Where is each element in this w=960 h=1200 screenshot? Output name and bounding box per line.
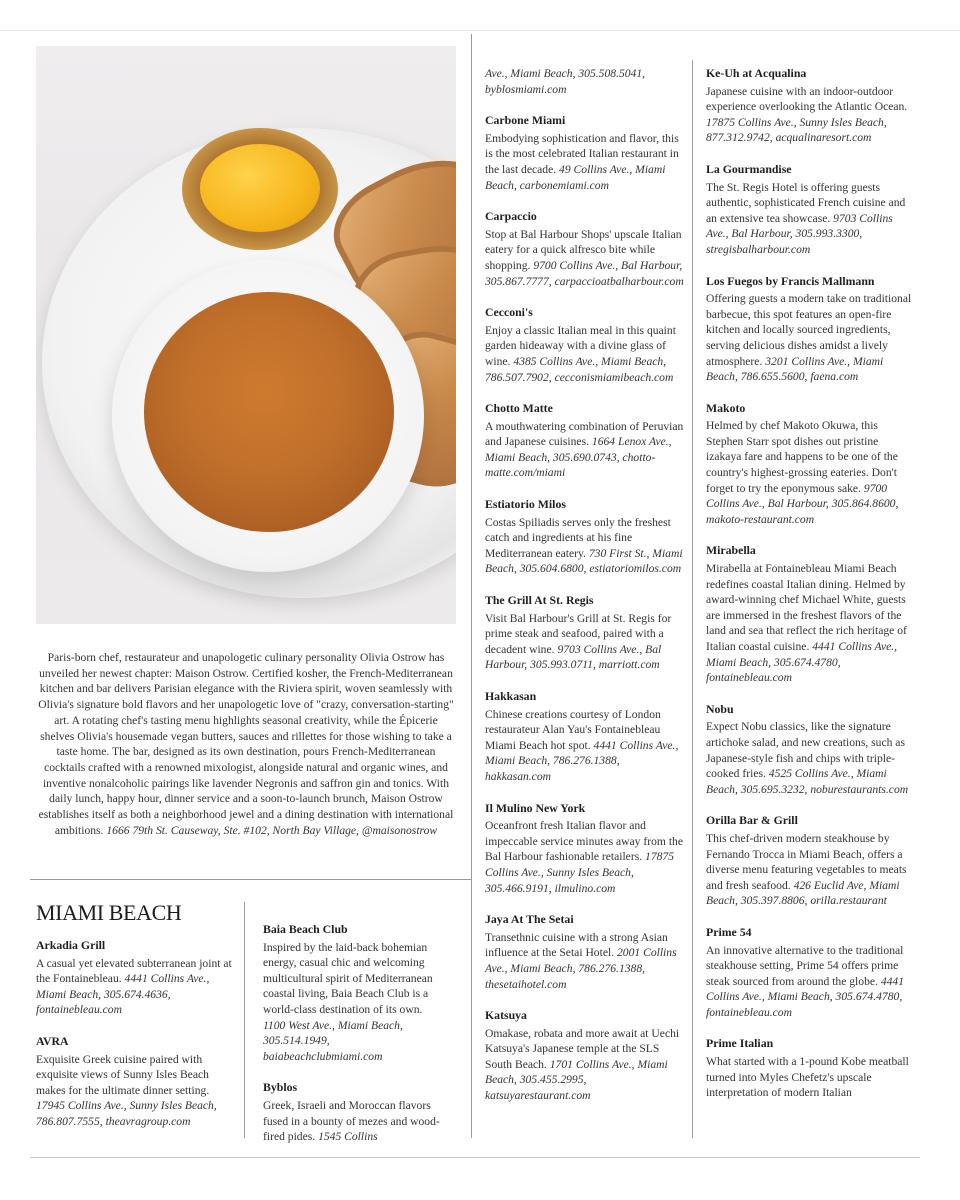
column-divider: [692, 60, 693, 1138]
feature-text: Paris-born chef, restaurateur and unapologetic culinary personality Olivia Ostrow has unveiled her newest chapter: Maison Ostrow. Certified kosher, the French-Mediterranean kitchen and bar delivers Parisian elegance with the Riviera spirit, woven seamlessly with Olivia's signature bold flavors and her unapologetic love of "crazy, conversation-starting" art. A rotating chef's tasting menu highlights seasonal creativity, while the Épicerie shelves Olivia's housemade vegan butters, sauces and rillettes for those wishing to take a taste home. The bar, designed as its own destination, pours French-Mediterranean cocktails crafted with a renowned mixologist, alongside natural and organic wines, and inventive nonalcoholic pairings like lavender Negronis and saffron gin and tonics. With daily lunch, happy hour, dinner service and a soon-to-launch brunch, Maison Ostrow establishes itself as both a neighborhood jewel and a dining destination with international ambitions.: [38, 651, 454, 837]
restaurant-name: Katsuya: [485, 1008, 527, 1023]
restaurant-description: An innovative alternative to the traditional steakhouse setting, Prime 54 offers prime steak sourced from around the globe.: [706, 943, 904, 988]
listing-entry: [706, 66, 912, 146]
restaurant-description: Greek, Israeli and Moroccan flavors fused in a bounty of mezes and wood-fired pides.: [263, 1098, 440, 1144]
restaurant-description: This chef-driven modern steakhouse by Fernando Trocca in Miami Beach, offers a diverse menu featuring vegetables to meats and fresh seafood.: [706, 831, 907, 892]
aioli-sauce: [200, 144, 320, 232]
restaurant-address: 17875 Collins Ave., Sunny Isles Beach, 877.312.9742, acqualinaresort.com: [706, 115, 887, 145]
restaurant-description: Japanese cuisine with an indoor-outdoor experience overlooking the Atlantic Ocean.: [706, 84, 908, 114]
listing-entry: [706, 401, 912, 528]
restaurant-address: 4441 Collins Ave., Miami Beach, 305.674.4780, fontainebleau.com: [706, 640, 898, 685]
restaurant-address: 49 Collins Ave., Miami Beach, carbonemiami.com: [485, 162, 666, 192]
restaurant-description: Stop at Bal Harbour Shops' upscale Italian eatery for a quick alfresco bite while shopping.: [485, 227, 682, 272]
listing-entry: [485, 305, 687, 385]
restaurant-description: Visit Bal Harbour's Grill at St. Regis for prime steak and seafood, paired with a decadent wine.: [485, 611, 672, 656]
restaurant-name: Byblos: [263, 1080, 298, 1095]
page-top-edge: [0, 30, 960, 31]
restaurant-name: AVRA: [36, 1033, 69, 1048]
restaurant-name: Chotto Matte: [485, 401, 553, 416]
restaurant-name: Makoto: [706, 400, 746, 415]
restaurant-description: Chinese creations courtesy of London restaurateur Alan Yau's Fontainebleau Miami Beach hot spot.: [485, 707, 661, 752]
restaurant-name: The Grill At St. Regis: [485, 593, 594, 608]
restaurant-description: Oceanfront fresh Italian flavor and impeccable service minutes away from the Bal Harbour fashionable retailers.: [485, 819, 683, 864]
restaurant-description: Omakase, robata and more await at Uechi Katsuya's Japanese temple at the SLS South Beach.: [485, 1026, 680, 1071]
restaurant-address: 4385 Collins Ave., Miami Beach, 786.507.7902, cecconismiamibeach.com: [485, 354, 674, 384]
restaurant-description: Mirabella at Fontainebleau Miami Beach redefines coastal Italian dining. Helmed by award-winning chef Michael White, guests are immersed in the freshest flavors of the land and sea that reflect the rich heritage of Italian coastal cuisine.: [706, 562, 907, 653]
restaurant-address: 4525 Collins Ave., Miami Beach, 305.695.3232, noburestaurants.com: [706, 767, 909, 796]
restaurant-address: 426 Euclid Ave, Miami Beach, 305.397.8806, orilla.restaurant: [706, 878, 900, 908]
restaurant-address: 1545 Collins: [318, 1130, 378, 1144]
restaurant-name: Ke-Uh at Acqualina: [706, 66, 807, 80]
restaurant-name: Orilla Bar & Grill: [706, 813, 798, 828]
listing-entry: [706, 1036, 912, 1100]
restaurant-description: Costas Spiliadis serves only the freshest catch and ingredients at his fine Mediterranean eatery.: [485, 515, 671, 560]
listing-entry: [263, 922, 443, 1064]
page-bottom-rule: [30, 1157, 920, 1158]
listing-entry: [485, 497, 687, 577]
restaurant-address: 3201 Collins Ave., Miami Beach, 786.655.5600, faena.com: [706, 354, 884, 384]
restaurant-description: Exquisite Greek cuisine paired with exquisite views of Sunny Isles Beach makes for the ultimate dinner setting.: [36, 1052, 210, 1097]
restaurant-description: Inspired by the laid-back bohemian energy, casual chic and welcoming multicultural spirit of Mediterranean coastal living, Baia Beach Club is a world-class destination of its own.: [263, 940, 433, 1016]
feature-paragraph: [36, 650, 456, 838]
listing-entry: [485, 689, 687, 785]
listing-entry: [706, 543, 912, 685]
restaurant-address: 2001 Collins Ave., Miami Beach, 786.276.1388, thesetaihotel.com: [485, 946, 677, 991]
section-divider: [30, 879, 472, 880]
listing-entry: [485, 401, 687, 481]
bisque-soup: [144, 292, 394, 532]
listing-entry: [706, 813, 912, 909]
listing-entry: [706, 925, 912, 1021]
restaurant-address: 9700 Collins Ave., Bal Harbour, 305.867.7777, carpaccioatbalharbour.com: [485, 258, 684, 288]
listing-entry: [263, 1080, 443, 1144]
listing-entry: [485, 593, 687, 673]
restaurant-name: Nobu: [706, 701, 734, 716]
restaurant-address: 4441 Collins Ave., Miami Beach, 305.674.4780, fontainebleau.com: [706, 974, 905, 1019]
restaurant-name: Mirabella: [706, 543, 756, 558]
restaurant-name: Arkadia Grill: [36, 938, 106, 952]
restaurant-address: 17945 Collins Ave., Sunny Isles Beach, 786.807.7555, theavragroup.com: [36, 1099, 217, 1128]
restaurant-description: A mouthwatering combination of Peruvian and Japanese cuisines.: [485, 419, 684, 449]
restaurant-name: Baia Beach Club: [263, 922, 348, 936]
restaurant-description: Embodying sophistication and flavor, this is the most celebrated Italian restaurant in the last decade.: [485, 131, 679, 176]
restaurant-name: Hakkasan: [485, 689, 537, 703]
listing-entry: [485, 912, 687, 992]
listing-entry: [485, 801, 687, 897]
restaurant-name: Los Fuegos by Francis Mallmann: [706, 273, 875, 288]
restaurant-description: Transethnic cuisine with a strong Asian influence at the Setai Hotel.: [485, 930, 668, 960]
restaurant-name: Prime Italian: [706, 1036, 774, 1051]
restaurant-address: 1100 West Ave., Miami Beach, 305.514.1949, baiabeachclubmiami.com: [263, 1018, 403, 1063]
restaurant-name: Estiatorio Milos: [485, 497, 566, 512]
restaurant-name: La Gourmandise: [706, 161, 792, 176]
restaurant-description: The St. Regis Hotel is offering guests authentic, sophisticated French cuisine and an extensive tea showcase.: [706, 180, 906, 225]
listing-entry: [706, 162, 912, 258]
restaurant-description: Offering guests a modern take on traditional barbecue, this spot features an open-fire kitchen and locally sourced ingredients, serving delicious dishes amidst a lively atmosphere.: [706, 292, 912, 368]
restaurant-name: Il Mulino New York: [485, 800, 586, 815]
column-divider: [471, 34, 472, 1138]
restaurant-address: 4441 Collins Ave., Miami Beach, 786.276.1388, hakkasan.com: [485, 738, 679, 783]
restaurant-address: 9703 Collins Ave., Bal Harbour, 305.993.0711, marriott.com: [485, 642, 662, 672]
restaurant-description: Enjoy a classic Italian meal in this quaint garden hideaway with a divine glass of wine.: [485, 323, 676, 368]
restaurant-description: A casual yet elevated subterranean joint at the Fontainebleau.: [36, 956, 232, 986]
restaurant-description: Helmed by chef Makoto Okuwa, this Stephen Starr spot dishes out pristine izakaya fare and happens to be one of the country's highest-grossing eateries. Don't forget to try the eponymous sake.: [706, 419, 898, 495]
continued-address: Ave., Miami Beach, 305.508.5041, byblosmiami.com: [485, 67, 646, 96]
feature-address: 1666 79th St. Causeway, Ste. #102, North Bay Village, @maisonostrow: [106, 823, 438, 837]
restaurant-description: What started with a 1-pound Kobe meatball turned into Myles Chefetz's upscale interpretation of modern Italian: [706, 1055, 909, 1100]
restaurant-address: 17875 Collins Ave., Sunny Isles Beach, 305.466.9191, ilmulino.com: [485, 850, 674, 895]
listing-entry: [485, 209, 687, 289]
listing-column-1: [36, 938, 236, 1146]
restaurant-name: Jaya At The Setai: [485, 912, 574, 927]
restaurant-description: Expect Nobu classics, like the signature artichoke salad, and new creations, such as Japanese-style fish and chips with triple-cooked fries.: [706, 720, 905, 781]
listing-entry: [36, 938, 236, 1018]
restaurant-address: 9700 Collins Ave., Bal Harbour, 305.864.8600, makoto-restaurant.com: [706, 481, 899, 526]
listing-entry: [485, 113, 687, 193]
restaurant-address: 730 First St., Miami Beach, 305.604.6800, estiatoriomilos.com: [485, 546, 683, 576]
restaurant-address: 1664 Lenox Ave., Miami Beach, 305.690.0743, chotto-matte.com/miami: [485, 435, 672, 480]
section-title: MIAMI BEACH: [36, 900, 182, 925]
restaurant-name: Carbone Miami: [485, 113, 566, 128]
listing-column-4: [706, 66, 912, 1117]
listing-entry: [485, 1008, 687, 1104]
restaurant-address: 1701 Collins Ave., Miami Beach, 305.455.2995, katsuyarestaurant.com: [485, 1057, 668, 1103]
restaurant-name: Cecconi's: [485, 305, 533, 320]
listing-entry: [706, 274, 912, 385]
column-divider: [244, 902, 245, 1138]
restaurant-address: 4441 Collins Ave., Miami Beach, 305.674.4636, fontainebleau.com: [36, 972, 210, 1017]
restaurant-address: 9703 Collins Ave., Bal Harbour, 305.993.3300, stregisbalharbour.com: [706, 211, 893, 256]
listing-entry: [36, 1034, 236, 1130]
restaurant-name: Prime 54: [706, 924, 752, 939]
restaurant-name: Carpaccio: [485, 209, 537, 224]
listing-column-3: [485, 66, 687, 1120]
listing-entry: [706, 702, 912, 798]
listing-column-2: [263, 922, 443, 1161]
food-photo: [36, 46, 456, 624]
